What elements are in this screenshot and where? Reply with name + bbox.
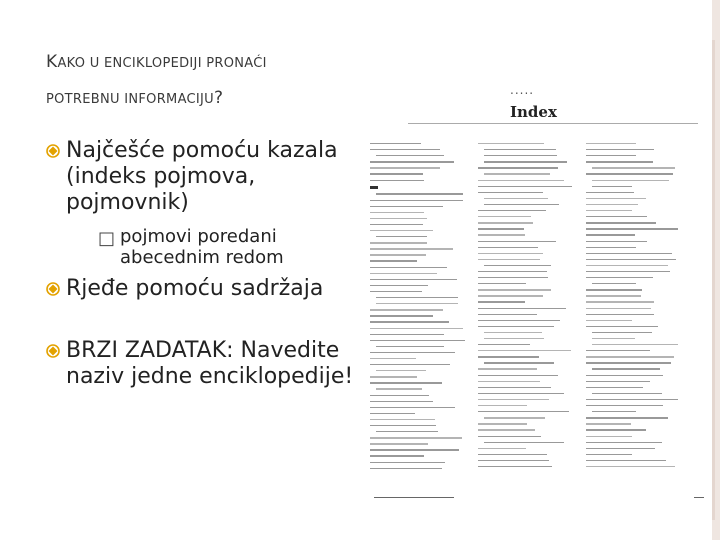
slide-title <box>46 45 376 117</box>
index-text-line <box>370 352 455 353</box>
index-text-line <box>478 222 533 223</box>
index-text-line <box>370 449 459 450</box>
index-text-line <box>586 277 653 278</box>
title-rest-1: AKO U ENCIKLOPEDIJI PRONAĆI <box>57 56 267 71</box>
index-text-line <box>586 387 643 388</box>
index-footer <box>374 495 704 501</box>
index-text-line <box>586 399 678 400</box>
index-text-line <box>370 340 465 341</box>
index-text-line <box>586 295 641 296</box>
index-text-line <box>370 161 454 162</box>
index-text-line <box>484 417 545 418</box>
index-text-line <box>586 326 658 327</box>
index-text-line <box>586 320 632 321</box>
index-text-line <box>370 462 445 463</box>
index-text-line <box>370 407 455 408</box>
index-text-line <box>376 155 444 156</box>
index-text-line <box>478 167 558 168</box>
sub-bullet-box-icon: □ <box>98 228 116 249</box>
bullet-item <box>44 276 354 302</box>
index-text-line <box>376 303 458 304</box>
index-text-line <box>370 455 424 456</box>
index-text-line <box>478 387 551 388</box>
index-text-line <box>586 228 678 229</box>
index-text-line <box>370 321 449 322</box>
title-initial-1: K <box>46 52 58 72</box>
index-text-line <box>586 454 632 455</box>
index-text-line <box>478 423 527 424</box>
index-text-line <box>478 466 552 467</box>
index-text-line <box>478 295 543 296</box>
index-text-line <box>586 161 653 162</box>
index-text-line <box>370 425 436 426</box>
index-text-line <box>586 247 636 248</box>
bullet-diamond-icon <box>46 144 60 158</box>
index-text-line <box>586 405 663 406</box>
index-text-line <box>484 198 548 199</box>
index-text-line <box>586 216 647 217</box>
index-text-line <box>592 180 669 181</box>
index-text-line <box>586 350 650 351</box>
index-text-line <box>370 186 378 189</box>
index-text-line <box>370 248 453 249</box>
index-text-line <box>592 332 652 333</box>
slide-frame-right <box>712 0 720 540</box>
index-text-line <box>592 186 632 187</box>
index-text-line <box>484 149 556 150</box>
index-text-line <box>478 326 554 327</box>
index-text-line <box>376 297 458 298</box>
index-text-line <box>370 273 437 274</box>
index-text-line <box>484 362 554 363</box>
title-line-1 <box>46 45 376 81</box>
title-rest-2: POTREBNU INFORMACIJU <box>46 92 214 107</box>
index-text-line <box>478 375 558 376</box>
index-text-line <box>370 206 443 207</box>
index-text-line <box>484 204 559 205</box>
index-text-line <box>478 271 547 272</box>
index-text-line <box>478 277 548 278</box>
index-text-line <box>370 230 433 231</box>
index-text-line <box>586 192 634 193</box>
index-text-line <box>370 443 428 444</box>
index-text-line <box>478 448 526 449</box>
index-text-line <box>478 399 549 400</box>
index-text-line <box>478 143 544 144</box>
bullet-diamond-icon <box>46 344 60 358</box>
index-text-line <box>586 222 656 223</box>
index-text-line <box>478 308 566 309</box>
index-text-line <box>478 454 547 455</box>
index-text-line <box>478 381 540 382</box>
index-text-line <box>370 364 450 365</box>
index-text-line <box>370 242 427 243</box>
index-text-line <box>586 308 651 309</box>
index-text-line <box>370 143 421 144</box>
index-text-line <box>592 393 662 394</box>
index-text-line <box>370 218 427 219</box>
index-text-line <box>370 149 440 150</box>
index-text-line <box>484 173 550 174</box>
index-text-line <box>370 437 462 438</box>
index-text-line <box>370 376 417 377</box>
index-text-line <box>586 442 662 443</box>
index-text-line <box>370 358 416 359</box>
index-text-line <box>478 234 525 235</box>
index-text-line <box>586 436 632 437</box>
index-text-line <box>586 173 673 174</box>
index-text-line <box>478 393 564 394</box>
index-text-line <box>478 180 564 181</box>
index-text-line <box>370 328 463 329</box>
index-text-line <box>478 186 572 187</box>
index-text-line <box>592 344 678 345</box>
index-title: Index <box>510 103 557 121</box>
index-text-line <box>370 382 442 383</box>
bullet-list <box>44 138 354 390</box>
index-text-line <box>478 350 571 351</box>
index-text-line <box>484 338 544 339</box>
index-text-line <box>478 301 525 302</box>
index-text-line <box>592 167 675 168</box>
frame-inner-stripe <box>712 40 715 520</box>
index-text-line <box>376 346 444 347</box>
index-text-line <box>592 338 635 339</box>
index-text-line <box>478 436 541 437</box>
index-text-line <box>370 334 444 335</box>
index-text-line <box>586 356 674 357</box>
index-subtitle-placeholder <box>408 123 708 124</box>
index-text-line <box>478 344 530 345</box>
index-text-line <box>376 370 426 371</box>
index-text-line <box>586 155 636 156</box>
index-text-line <box>586 149 654 150</box>
index-text-line <box>586 423 631 424</box>
index-text-line <box>376 388 422 389</box>
index-text-line <box>370 180 424 181</box>
index-text-line <box>478 429 535 430</box>
sub-bullet-item <box>90 226 354 268</box>
index-text-line <box>478 192 543 193</box>
index-text-line <box>484 155 557 156</box>
index-text-line <box>370 224 423 225</box>
bullet-item <box>44 338 354 390</box>
index-text-line <box>586 301 654 302</box>
index-text-line <box>478 210 546 211</box>
bullet-item <box>44 138 354 216</box>
index-text-line <box>586 314 654 315</box>
index-text-line <box>370 279 457 280</box>
index-text-line <box>586 234 635 235</box>
bullet-diamond-icon <box>46 282 60 296</box>
index-columns <box>370 143 710 473</box>
index-text-line <box>478 259 540 260</box>
index-text-line <box>586 460 666 461</box>
index-text-line <box>478 356 539 357</box>
bullet-text: Najčešće pomoću kazala (indeks pojmova, pojmovnik) <box>66 138 338 215</box>
index-text-line <box>370 167 440 168</box>
index-text-line <box>586 466 675 467</box>
index-text-line <box>592 411 636 412</box>
index-column <box>586 143 686 473</box>
index-text-line <box>478 289 551 290</box>
index-text-line <box>370 309 443 310</box>
index-text-line <box>370 315 433 316</box>
index-text-line <box>376 193 463 194</box>
index-text-line <box>586 204 638 205</box>
index-text-line <box>586 448 655 449</box>
index-text-line <box>370 468 442 469</box>
index-text-line <box>586 362 671 363</box>
index-text-line <box>376 236 427 237</box>
index-text-line <box>586 289 642 290</box>
title-line-2 <box>46 81 376 117</box>
title-end: ? <box>214 88 224 108</box>
index-text-line <box>478 405 527 406</box>
index-text-line <box>586 375 663 376</box>
index-text-line <box>478 241 556 242</box>
index-text-line <box>370 260 417 261</box>
index-text-line <box>370 200 463 201</box>
index-text-line <box>586 210 632 211</box>
index-text-line <box>370 395 429 396</box>
index-text-line <box>586 259 676 260</box>
index-text-line <box>478 368 537 369</box>
index-text-line <box>484 442 564 443</box>
index-text-line <box>478 228 524 229</box>
bullet-text: Rjeđe pomoću sadržaja <box>66 276 324 301</box>
index-text-line <box>478 283 526 284</box>
index-text-line <box>370 267 447 268</box>
index-text-line <box>370 419 435 420</box>
index-text-line <box>370 285 428 286</box>
index-column <box>370 143 470 473</box>
index-text-line <box>478 320 560 321</box>
index-dots: ..... <box>510 85 535 97</box>
index-text-line <box>370 413 415 414</box>
index-text-line <box>370 212 424 213</box>
index-text-line <box>478 253 543 254</box>
index-column <box>478 143 578 473</box>
index-text-line <box>586 271 670 272</box>
index-text-line <box>478 216 531 217</box>
index-text-line <box>376 431 438 432</box>
bullet-text: BRZI ZADATAK: Navedite naziv jedne enciklopedije! <box>66 338 354 389</box>
index-text-line <box>484 332 542 333</box>
index-text-line <box>586 198 646 199</box>
sub-bullet-text: pojmovi poredani abecednim redom <box>120 226 284 268</box>
index-text-line <box>370 401 433 402</box>
index-text-line <box>586 143 636 144</box>
index-text-line <box>478 411 569 412</box>
index-text-line <box>586 417 668 418</box>
index-text-line <box>370 173 423 174</box>
index-text-line <box>586 241 647 242</box>
index-text-line <box>484 265 551 266</box>
index-text-line <box>370 291 422 292</box>
index-text-line <box>592 283 636 284</box>
index-text-line <box>370 254 426 255</box>
index-text-line <box>586 253 672 254</box>
index-text-line <box>478 314 537 315</box>
index-text-line <box>586 429 646 430</box>
index-text-line <box>484 161 567 162</box>
index-text-line <box>586 265 668 266</box>
index-text-line <box>478 247 538 248</box>
encyclopedia-index-image <box>360 85 712 505</box>
index-text-line <box>586 381 650 382</box>
index-text-line <box>478 460 549 461</box>
index-text-line <box>592 368 660 369</box>
